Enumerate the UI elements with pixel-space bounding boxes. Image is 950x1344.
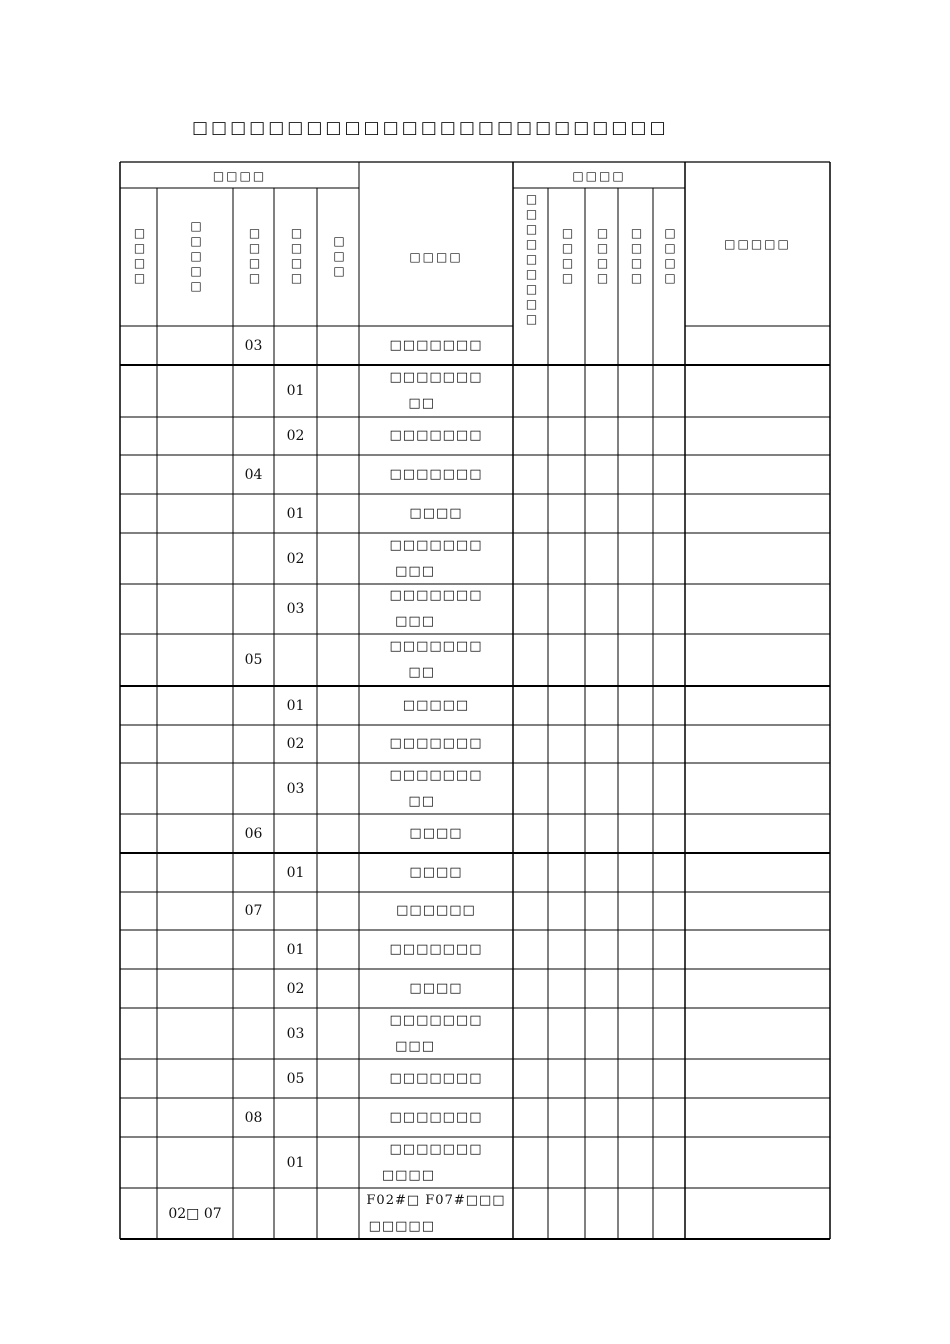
cell-name-line-1: □□□□□□□ xyxy=(389,588,483,603)
cell-code-c: 08 xyxy=(244,1109,263,1126)
cell-name xyxy=(359,423,513,449)
header-rating-5: □□□□ xyxy=(663,226,677,286)
cell-code-d: 01 xyxy=(286,864,305,881)
cell-name-line-1: □□□□□□□ xyxy=(389,466,483,482)
cell-name-line-2: □□ xyxy=(408,665,435,680)
cell-name-line-2: □□□ xyxy=(395,563,435,579)
cell-name xyxy=(359,860,513,886)
header-group-rating: □□□□ xyxy=(572,169,626,183)
header-column-note: □□□□□ xyxy=(724,237,791,251)
cell-code-d: 01 xyxy=(286,1154,305,1171)
cell-name-line-1: □□□□□□□ xyxy=(389,1141,483,1157)
cell-name xyxy=(359,731,513,757)
header-rating-3: □□□□ xyxy=(595,226,610,286)
cell-name-line-1: □□□□□□□ xyxy=(389,767,483,783)
cell-name-line-2: □□□□ xyxy=(381,1167,435,1183)
header-column-e: □□□ xyxy=(332,234,346,279)
cell-name-line-2: □□ xyxy=(408,396,435,411)
cell-code-d: 03 xyxy=(286,1025,305,1042)
cell-code-d: 01 xyxy=(286,505,305,522)
cell-name xyxy=(359,763,513,815)
cell-name-line-1: □□□□□□□ xyxy=(389,639,483,654)
cell-name-line-1: □□□□ xyxy=(409,505,463,521)
cell-name xyxy=(359,693,513,719)
cell-code-d: 01 xyxy=(286,697,305,714)
cell-name xyxy=(359,462,513,488)
cell-name xyxy=(359,583,513,635)
cell-name-line-1: □□□□□□□ xyxy=(389,428,483,443)
cell-code-d: 03 xyxy=(286,601,305,617)
cell-code-c: 06 xyxy=(244,825,263,842)
cell-name-line-1: □□□□ xyxy=(409,864,463,880)
cell-name-line-1: □□□□□□□ xyxy=(389,337,483,353)
header-rating-4: □□□□ xyxy=(629,226,644,286)
header-group-code: □□□□ xyxy=(212,169,267,183)
cell-code-c: 04 xyxy=(244,466,263,483)
cell-name-line-1: □□□□□□□ xyxy=(389,537,483,553)
cell-name-line-1: □□□□□□□ xyxy=(389,1070,483,1086)
cell-name xyxy=(359,1008,513,1060)
cell-name-line-2: □□□□□ xyxy=(368,1218,435,1234)
cell-code-c: 03 xyxy=(244,337,263,354)
cell-name-line-1: □□□□□□□ xyxy=(389,1109,483,1125)
cell-code-c: 05 xyxy=(244,652,263,668)
cell-name-line-1: □□□□□□□ xyxy=(389,1012,483,1028)
cell-name-line-1: □□□□ xyxy=(409,980,463,996)
cell-code-d: 02 xyxy=(286,428,305,444)
cell-name xyxy=(359,333,513,359)
header-column-c: □□□□ xyxy=(247,226,262,286)
header-rating-2: □□□□ xyxy=(560,226,575,286)
header-column-b: □□□□□ xyxy=(189,219,203,294)
cell-name xyxy=(359,1137,513,1189)
cell-name xyxy=(359,1105,513,1131)
cell-name xyxy=(359,821,513,847)
cell-name xyxy=(359,1066,513,1092)
cell-code-d: 02 xyxy=(286,550,305,567)
cell-name-line-1: □□□□□□□ xyxy=(389,941,483,957)
header-column-d: □□□□ xyxy=(289,226,304,286)
cell-code-d: 03 xyxy=(286,780,305,797)
cell-code-d: 02 xyxy=(286,980,305,997)
cell-code-d: 05 xyxy=(286,1070,305,1087)
cell-name-line-1: □□□□□□□ xyxy=(389,370,483,385)
cell-name xyxy=(359,976,513,1002)
cell-name xyxy=(359,501,513,527)
cell-name-line-1: F02#□ F07#□□□ xyxy=(366,1192,506,1208)
cell-name xyxy=(359,898,513,924)
cell-name-line-1: □□□□□□□ xyxy=(389,736,483,751)
cell-name-line-2: □□ xyxy=(408,793,435,809)
cell-code-c: 07 xyxy=(244,903,263,919)
header-column-a: □□□□ xyxy=(132,226,147,286)
page-title: □□□□□□□□□□□□□□□□□□□□□□□□□ xyxy=(192,118,669,138)
cell-name-line-1: □□□□□ xyxy=(402,697,470,713)
cell-name-line-1: □□□□ xyxy=(409,825,463,841)
cell-code-b: 02□ 07 xyxy=(168,1205,222,1222)
header-column-name: □□□□ xyxy=(409,250,463,264)
cell-name-line-1: □□□□□□ xyxy=(396,903,476,918)
cell-name xyxy=(359,1188,513,1240)
cell-name-line-2: □□□ xyxy=(395,614,435,629)
cell-code-d: 02 xyxy=(286,736,305,752)
cell-name xyxy=(359,937,513,963)
header-rating-1: □□□□□□□□□ xyxy=(524,192,539,327)
cell-name xyxy=(359,533,513,585)
cell-name-line-2: □□□ xyxy=(395,1038,435,1054)
cell-name xyxy=(359,634,513,686)
cell-code-d: 01 xyxy=(286,383,305,399)
cell-name xyxy=(359,365,513,417)
cell-code-d: 01 xyxy=(286,941,305,958)
